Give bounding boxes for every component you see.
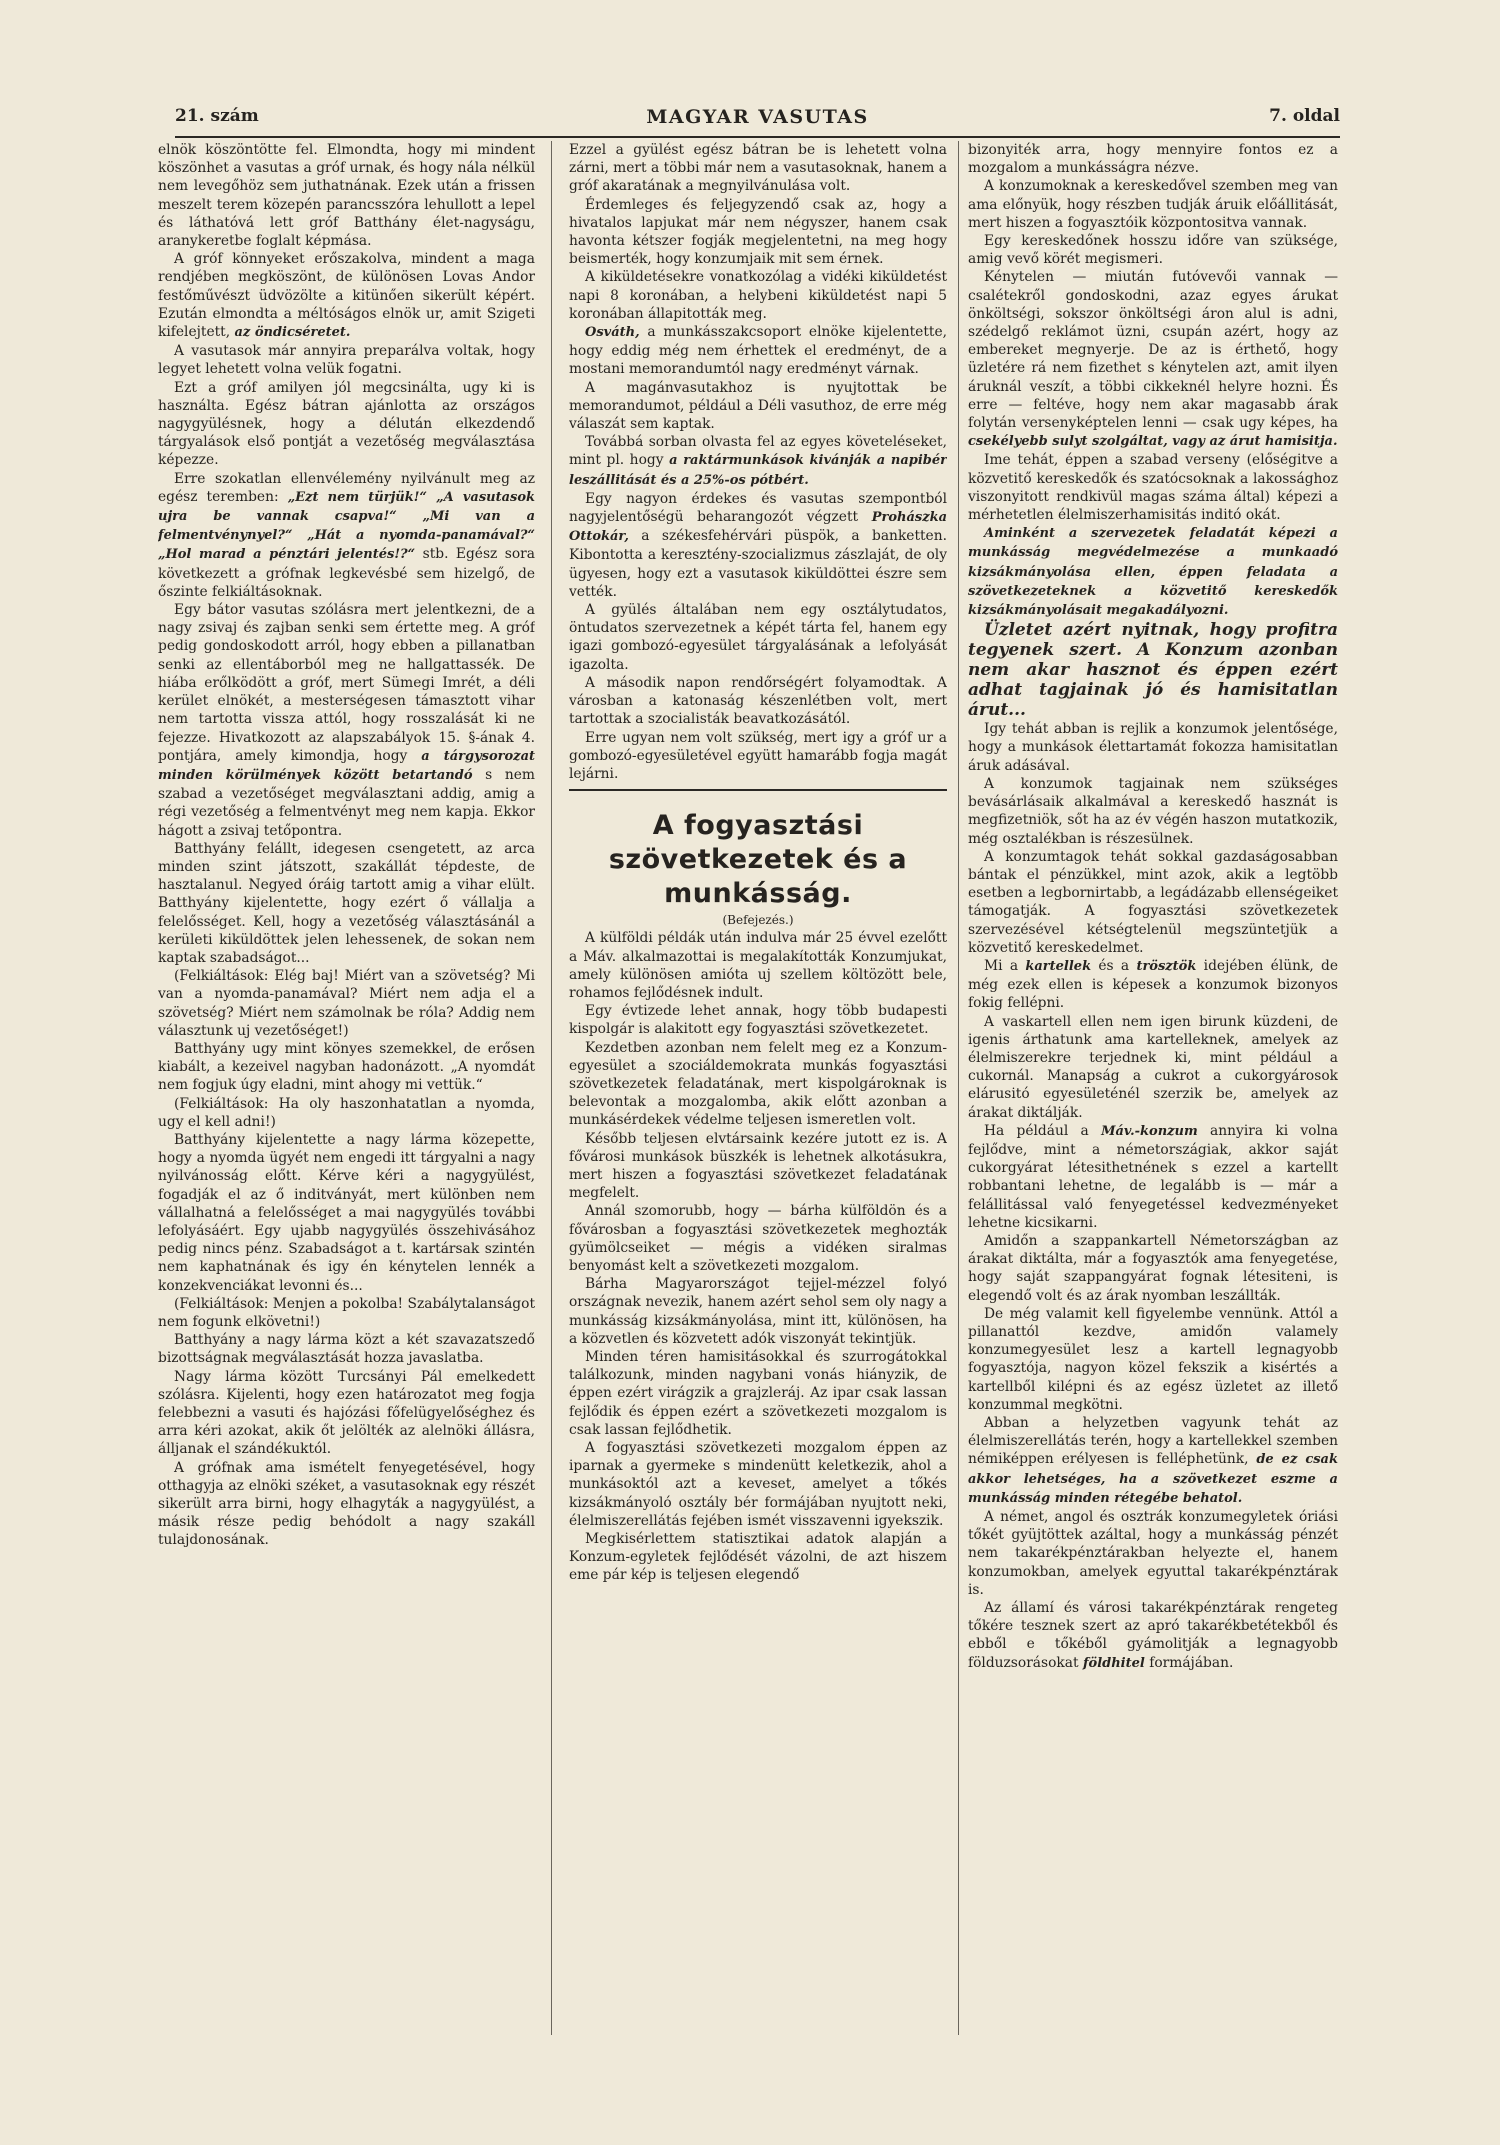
paragraph: A konzumoknak a kereskedővel szemben meg van ama előnyük, hogy részben tudják áruik előállitását, mert hiszen a fogyasztóik központositva vannak. [968, 178, 1338, 231]
paragraph: A fogyasztási szövetkezeti mozgalom éppen az iparnak a gyermeke s mindenütt keletkezik, ahol a munkásoktól azt a keveset, amelyet a tőkés kizsákmányoló osztály bér formájában nyujtott neki, élelmiszerellátás fejében ismét visszavenni igyekszik. [569, 1440, 947, 1529]
column-2 [569, 141, 947, 2035]
paragraph: (Felkiáltások: Elég baj! Miért van a szövetség? Mi van a nyomda-panamával? Miért nem adja el a szövetség? Miért nem számolnak be róla? Addig nem választunk uj vezetőséget!) [158, 968, 535, 1039]
paragraph: A grófnak ama ismételt fenyegetésével, hogy otthagyja az elnöki széket, a vasutasoknak egy részét sikerült arra birni, hogy elhagyták a nagygyülést, a másik része pedig behódolt a nagy szakáll tulajdonosának. [158, 1459, 535, 1549]
paragraph: Egy évtizede lehet annak, hogy több budapesti kispolgár is alakitott egy fogyasztási szövetkezetet. [569, 1003, 947, 1038]
emphasis-paragraph: Üzletet azért nyitnak, hogy profitra tegyenek szert. A Konzum azonban nem akar hasznot és éppen ezért adhat tagjainak jó és hamisitatlan árut... [968, 620, 1338, 721]
paragraph: A vaskartell ellen nem igen birunk küzdeni, de igenis árthatunk ama kartelleknek, amelyek az élelmiszerekre terjednek ki, mint például a cukornál. Manapság a cukrot a cukorgyárosok elárusitó egyesületénél szerzik be, amelyek az árakat diktálják. [968, 1013, 1338, 1121]
page-header [175, 106, 1340, 138]
paragraph: Mi a kartellek és a trösztök idejében élünk, de még ezek ellen is képesek a konzumok bizonyos fokig fellépni. [968, 957, 1338, 1012]
column-3 [968, 141, 1338, 2035]
paragraph: (Felkiáltások: Ha oly haszonhatatlan a nyomda, ugy el kell adni!) [158, 1095, 535, 1130]
article-separator [569, 789, 947, 791]
paragraph: A német, angol és osztrák konzumegyletek óriási tőkét gyüjtöttek azáltal, hogy a munkásság pénzét nem takarékpénztárakban helyezte el, hanem konzumokban, amelyek egyuttal takarékpénztárak is. [968, 1509, 1338, 1598]
paragraph: Ezzel a gyülést egész bátran be is lehetett volna zárni, mert a többi már nem a vasutasoknak, hanem a gróf akaratának a megnyilvánulása volt. [569, 142, 947, 195]
paragraph: Bárha Magyarországot tejjel-mézzel folyó országnak nevezik, hanem azért sehol sem oly nagy a munkásság kizsákmányolása, mint itt, különösen, ha a közvetlen és közvetett adók viszonyát tekintjük. [569, 1276, 947, 1347]
paragraph: A külföldi példák után indulva már 25 évvel ezelőtt a Máv. alkalmazottai is megalakították Konzumjukat, amely különösen amióta uj szellem költözött bele, rohamos fejlődésnek indult. [569, 930, 947, 1001]
article-title: A fogyasztási szövetkezetek és a munkásság. [608, 810, 908, 910]
paragraph: Minden téren hamisitásokkal és szurrogátokkal találkozunk, minden nagybani vonás hiányzik, de éppen ezért virágzik a grajzleráj. Az ipar csak lassan fejlődik és éppen ezért a szövetkezeti mozgalom is csak lassan fejlődhetik. [569, 1348, 947, 1438]
paragraph: Batthyány a nagy lárma közt a két szavazatszedő bizottságnak megválasztását hozza javaslatba. [158, 1332, 535, 1367]
column-1 [158, 141, 535, 2035]
paragraph: bizonyiték arra, hogy mennyire fontos ez a mozgalom a munkásságra nézve. [968, 142, 1338, 177]
paragraph: Ha például a Máv.-konzum annyira ki volna fejlődve, mint a németországiak, akkor saját cukorgyárat létesithetnének s ezzel a kartellt robbantani lehetne, de legalább is — már a felállitással való fenyegetéssel kedvezményeket lehetne kicsikarni. [968, 1122, 1338, 1231]
paragraph: Erre ugyan nem volt szükség, mert igy a gróf ur a gombozó-egyesületével együtt hamarább fogja magát lejárni. [569, 729, 947, 782]
paragraph: A vasutasok már annyira preparálva voltak, hogy legyet lehetett volna velük fogatni. [158, 343, 535, 378]
paragraph: Aminként a szervezetek feladatát képezi a munkásság megvédelmezése a munkaadó kizsákmányolása ellen, éppen feladata a szövetkezeteknek a közvetitő kereskedők kizsákmányolásait megakadályozni. [968, 526, 1338, 619]
paragraph: Osváth, a munkásszakcsoport elnöke kijelentette, hogy eddig még nem érhettek el eredményt, de a mostani memorandumtól nagy eredményt várnak. [569, 324, 947, 378]
paragraph: Batthyány felállt, idegesen csengetett, az arca minden szint játszott, szakállát tépdeste, de hasztalanul. Negyed óráig tartott amig a vihar elült. Batthyány kijelentette, hogy ezért ő vállalja a felelősséget. Kell, hogy a vezetőség választásánál a kerületi kiküldöttek jelen lehessenek, de sokan nem kaptak szabadságot... [158, 840, 535, 966]
paragraph: A konzumok tagjainak nem szükséges bevásárlásaik alkalmával a kereskedő hasznát is megfizetniök, sőt ha az év végén haszon mutatkozik, még osztalékban is részesülnek. [968, 775, 1338, 847]
paragraph: Nagy lárma között Turcsányi Pál emelkedett szólásra. Kijelenti, hogy ezen határozatot meg fogja felebbezni a vasuti és hajózási főfelügyelőséghez és arra kéri azokat, akik őt jelölték az alelnöki állásra, álljanak el szándékuktól. [158, 1368, 535, 1458]
paragraph: Ime tehát, éppen a szabad verseny (előségitve a közvetitő kereskedők és szatócsoknak a lakossághoz viszonyitott rendkivül magas száma által) képezi a mérhetetlen élelmiszerhamisitás inditó okát. [968, 452, 1338, 524]
paragraph: Az államí és városi takarékpénztárak rengeteg tőkére tesznek szert az apró takarékbetétekből és ebből e tőkéből gyámolitják a legnagyobb földuzsorásokat földhitel formájában. [968, 1600, 1338, 1671]
article-subtitle: (Befejezés.) [722, 913, 794, 928]
column-divider [551, 141, 552, 2035]
paragraph: A konzumtagok tehát sokkal gazdaságosabban bántak el pénzükkel, mint azok, akik a legtöbb esetben a legbornirtabb, a legádázabb ellenségeiket támogatják. A fogyasztási szövetkezetek szervezésével kétségtelenül megszüntetjük a közvetitő kereskedelmet. [968, 848, 1338, 956]
paragraph: Amidőn a szappankartell Németországban az árakat diktálta, már a fogyasztók ama fenyegetése, hogy saját szappangyárat fognak létesiteni, is elegendő volt és az árak nyomban leszállták. [968, 1232, 1338, 1304]
paragraph: A gróf könnyeket erőszakolva, mindent a maga rendjében megköszönt, de különösen Lovas Andor festőművészt üdvözölte a kitünően sikerült képért. Ezután elmondta a méltóságos elnök ur, amit Szigeti kifelejtett, az öndicséretet. [158, 251, 535, 341]
paragraph: Igy tehát abban is rejlik a konzumok jelentősége, hogy a munkások élettartamát fokozza hamisitatlan áruk adásával. [968, 721, 1338, 774]
paragraph: Egy kereskedőnek hosszu időre van szüksége, amig vevő körét megismeri. [968, 233, 1338, 268]
paragraph: A második napon rendőrségért folyamodtak. A városban a katonaság készenlétben volt, mert tartottak a szocialisták beavatkozásától. [569, 674, 947, 728]
paragraph: Ezt a gróf amilyen jól megcsinálta, ugy ki is használta. Egész bátran ajánlotta az országos nagygyülésnek, hogy a délután elkezdendő tárgyalások első pontját a vezetőség megválasztása képezze. [158, 379, 535, 469]
paragraph: A kiküldetésekre vonatkozólag a vidéki kiküldetést napi 8 koronában, a helybeni kiküldetést napi 5 koronában állapitották meg. [569, 269, 947, 322]
paragraph: elnök köszöntötte fel. Elmondta, hogy mi mindent köszönhet a vasutas a gróf urnak, és hogy nála nélkül nem levegőhöz sem juthatnának. Ezek után a frissen meszelt terem közepén parancsszóra lehullott a lepel és láthatóvá lett gróf Batthány élet-nagyságu, aranykeretbe foglalt képmása. [158, 142, 535, 250]
paragraph: A magánvasutakhoz is nyujtottak be memorandumot, például a Déli vasuthoz, de erre még válaszát sem kaptak. [569, 379, 947, 433]
paragraph: Batthyány ugy mint könyes szemekkel, de erősen kiabált, a kezeivel nagyban hadonázott. „A nyomdát nem fogjuk úgy eladni, mint ahogy mi vettük.“ [158, 1040, 535, 1094]
paragraph: Kénytelen — miután futóvevői vannak — csalétekről gondoskodni, azaz egyes árukat önköltségi, sokszor önköltségi áron alul is adni, szédelgő reklámot üzni, csupán azért, hogy az embereket megnyerje. De az is érthető, hogy üzletére rá nem fizethet s kénytelen azt, amit ilyen áruknál veszít, a többi cikkeknél helyre hozni. És erre — feltéve, hogy nem akar magasabb árak folytán versenyképtelen lenni — csak ugy képes, ha csekélyebb sulyt szolgáltat, vagy az árut hamisitja. [968, 269, 1338, 450]
paragraph: Batthyány kijelentette a nagy lárma közepette, hogy a nyomda ügyét nem engedi itt tárgyalni a nagy nyilvánosság előtt. Kérve kéri a nagygyülést, fogadják el az ő inditványát, mert különben nem vállalhatná a felelősséget a mai nagygyülés további lefolyásáért. Egy ujabb nagygyülés összehivásához pedig nincs pénz. Szabadságot a t. kartársak szintén nem kaphatnának és igy én kénytelen lennék a konzekvenciákat levonni és... [158, 1131, 535, 1294]
paragraph: Annál szomorubb, hogy — bárha külföldön és a fővárosban a fogyasztási szövetkezetek meghozták gyümölcseiket — mégis a vidéken siralmas benyomást kelt a szövetkezeti mozgalom. [569, 1203, 947, 1274]
newspaper-title: MAGYAR VASUTAS [646, 106, 869, 128]
paragraph: Kezdetben azonban nem felelt meg ez a Konzum-egyesület a szociáldemokrata munkás fogyasztási szövetkezetek feladatának, mert kispolgároknak is belevontak a mozgalomba, akik előtt azonban a munkásérdekek védelme teljesen ismeretlen volt. [569, 1039, 947, 1129]
paragraph: A gyülés általában nem egy osztálytudatos, öntudatos szervezetnek a képét tárta fel, hanem egy igazi gombozó-egyesület tárgyalásának a lefolyását igazolta. [569, 602, 947, 673]
paragraph: Egy bátor vasutas szólásra mert jelentkezni, de a nagy zsivaj és zajban senki sem értette meg. A gróf pedig gondoskodott arról, hogy ebben a pillanatban senki az ellentáborból meg ne hallgattassék. De hiába erőlködött a gróf, mert Sümegi Imrét, a déli kerület elnökét, a mesterségesen támasztott vihar nem tartotta vissza attól, hogy rosszalását ki ne fejezze. Hivatkozott az alapszabályok 15. §-ának 4. pontjára, amely kimondja, hogy a tárgysorozat minden körülmények között betartandó s nem szabad a vezetőséget megválasztani addig, amig a régi vezetőség a felmentvényt meg nem kapja. Ekkor hágott a zsivaj tetőpontra. [158, 602, 535, 839]
paragraph: Később teljesen elvtársaink kezére jutott ez is. A fővárosi munkások büszkék is lehetnek alkotásukra, mert hiszen a fogyasztási szövetkezet feladatának megfelelt. [569, 1130, 947, 1202]
page-number: 7. oldal [1269, 106, 1340, 126]
paragraph: Továbbá sorban olvasta fel az egyes követeléseket, mint pl. hogy a raktármunkások kivánják a napibér leszállitását és a 25%-os pótbért. [569, 434, 947, 488]
paragraph: (Felkiáltások: Menjen a pokolba! Szabálytalanságot nem fogunk elkövetni!) [158, 1295, 535, 1330]
paragraph: Érdemleges és feljegyzendő csak az, hogy a hivatalos lapjukat már nem négyszer, hanem csak havonta kétszer fogják megjelentetni, na meg hogy beismerték, hogy konzumjaik mit sem érnek. [569, 196, 947, 268]
paragraph: Megkisérlettem statisztikai adatok alapján a Konzum-egyletek fejlődését vázolni, de azt hiszem eme pár kép is teljesen elegendő [569, 1531, 947, 1584]
column-divider [958, 141, 959, 2035]
issue-number: 21. szám [175, 106, 259, 126]
paragraph: Egy nagyon érdekes és vasutas szempontból nagyjelentőségü beharangozót végzett Prohászka Ottokár, a székesfehérvári püspök, a banketten. Kibontotta a keresztény-szocializmus zászlaját, de oly ügyesen, hogy ezt a vasutasok kiküldöttei észre sem vették. [569, 490, 947, 600]
paragraph: Erre szokatlan ellenvélemény nyilvánult meg az egész teremben: „Ezt nem türjük!“ „A vasutasok ujra be vannak csapva!“ „Mi van a felmentvénynyel?“ „Hát a nyomda-panamával?“ „Hol marad a pénztári jelentés!?“ stb. Egész sora következett a grófnak legkevésbé sem hizelgő, de őszinte felkiáltásoknak. [158, 470, 535, 600]
paragraph: Abban a helyzetben vagyunk tehát az élelmiszerellátás terén, hogy a kartellekkel szemben némiképpen erélyesen is felléphetünk, de ez csak akkor lehetséges, ha a szövetkezet eszme a munkásság minden rétegébe behatol. [968, 1415, 1338, 1506]
paragraph: De még valamit kell figyelembe vennünk. Attól a pillanattól kezdve, amidőn valamely konzumegyesület lesz a kartell legnagyobb fogyasztója, nagyon közel fekszik a kisértés a kartellből kilépni és az egész üzletet az illető konzummal megkötni. [968, 1305, 1338, 1413]
